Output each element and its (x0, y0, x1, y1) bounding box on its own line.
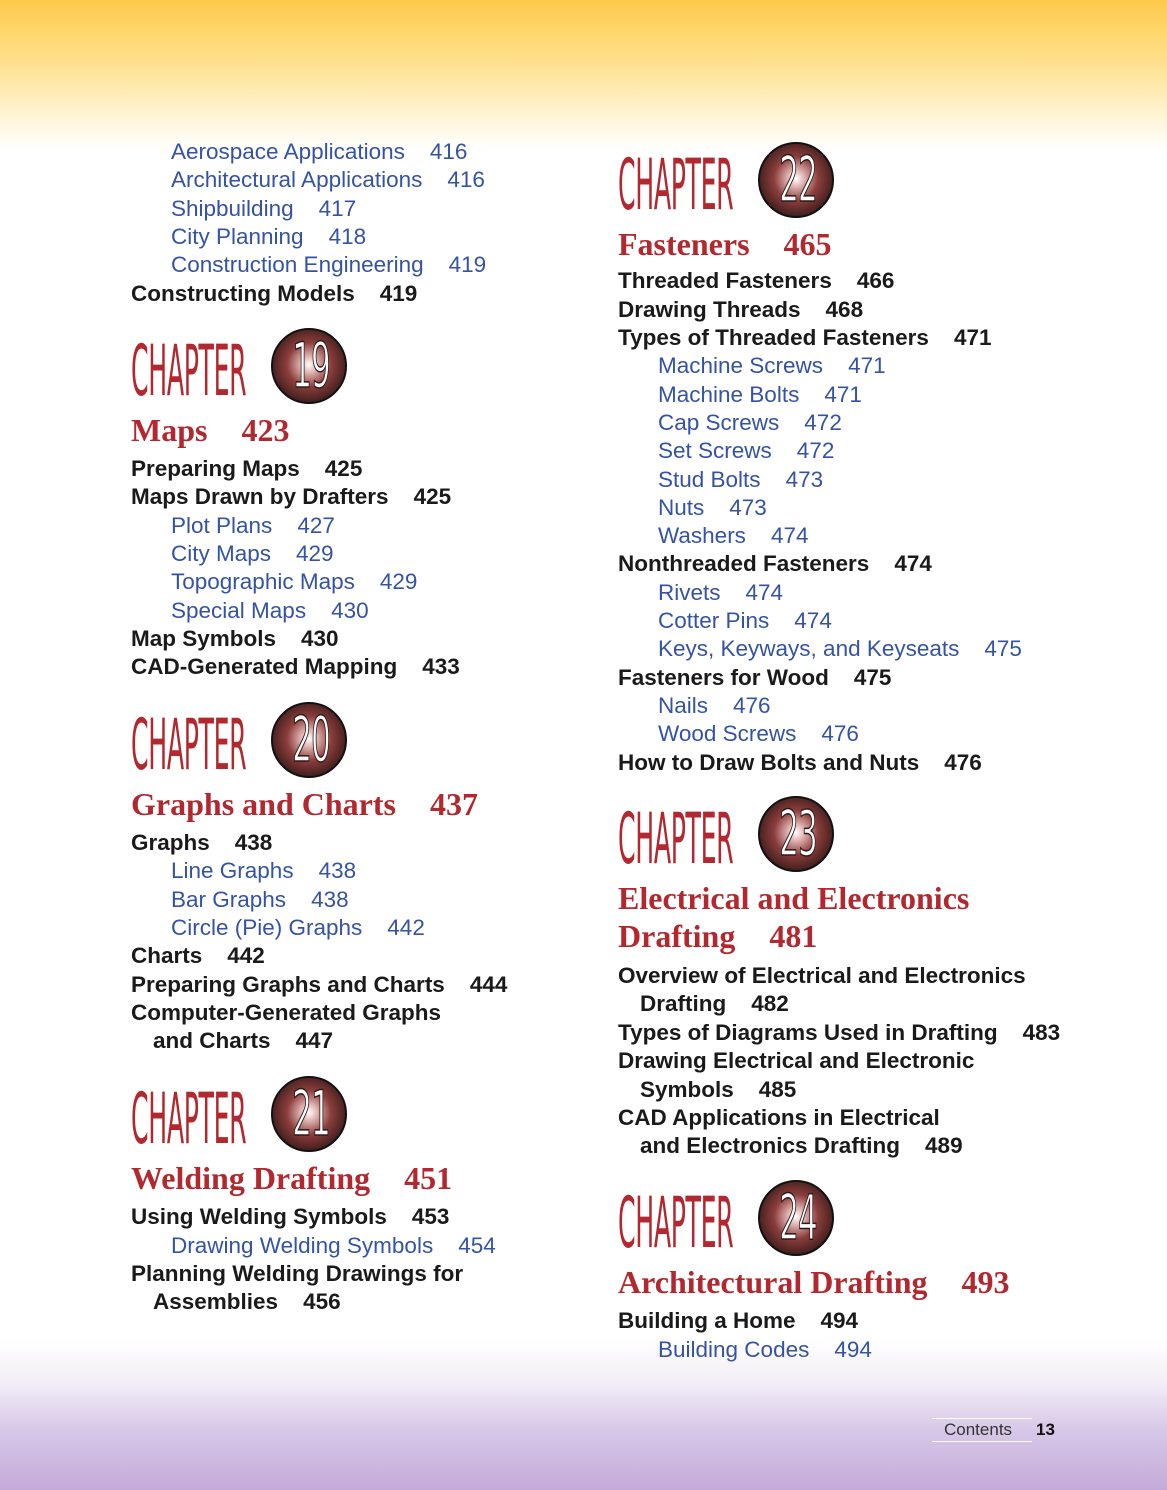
chapter-number-badge (758, 796, 834, 872)
toc-entry-page: 416 (429, 139, 468, 164)
toc-entry-page: 444 (469, 972, 508, 997)
toc-entry-page: 466 (856, 268, 895, 293)
chapter-word: CHAPTER (618, 1182, 734, 1264)
chapter-title-text: Maps (131, 412, 208, 448)
toc-entry-page: 489 (925, 1133, 963, 1158)
chapter-heading-21 (131, 1076, 371, 1160)
toc-entry-title: Machine Screws (658, 353, 824, 378)
toc-entry[interactable] (171, 886, 349, 914)
toc-entry[interactable] (131, 942, 265, 970)
toc-entry-title: Constructing Models (131, 281, 355, 306)
toc-entry-page: 442 (227, 943, 265, 968)
toc-entry-title: Computer-Generated Graphs (131, 1000, 442, 1025)
toc-entry-page: 476 (944, 750, 982, 775)
toc-entry[interactable] (618, 1019, 1060, 1047)
toc-entry-title: Planning Welding Drawings for (131, 1261, 464, 1286)
toc-entry-title: Circle (Pie) Graphs (171, 915, 363, 940)
toc-entry-page: 416 (447, 167, 485, 192)
toc-entry[interactable] (658, 381, 862, 409)
toc-entry-page: 442 (387, 915, 425, 940)
toc-entry-title: Set Screws (658, 438, 772, 463)
chapter-word: CHAPTER (131, 330, 247, 412)
toc-entry-page: 476 (733, 693, 771, 718)
chapter-page-number: 481 (769, 918, 818, 954)
toc-entry-title: Symbols (640, 1077, 734, 1102)
toc-entry-page: 438 (311, 887, 349, 912)
toc-entry-page: 476 (821, 721, 859, 746)
toc-entry-page: 472 (796, 438, 835, 463)
toc-entry-title: Construction Engineering (171, 252, 424, 277)
toc-entry-page: 447 (295, 1028, 334, 1053)
toc-entry-title: Charts (131, 943, 203, 968)
chapter-page-number: 423 (241, 412, 290, 448)
toc-entry-title: Cap Screws (658, 410, 780, 435)
toc-entry-title: Preparing Graphs and Charts (131, 972, 445, 997)
toc-entry-title: Bar Graphs (171, 887, 287, 912)
toc-entry-title: and Charts (153, 1028, 271, 1053)
toc-entry[interactable] (658, 720, 859, 748)
chapter-heading-20 (131, 702, 371, 786)
toc-entry[interactable] (131, 455, 362, 483)
toc-entry[interactable] (618, 1307, 858, 1335)
toc-entry[interactable] (658, 1336, 872, 1364)
toc-entry[interactable] (658, 607, 832, 635)
toc-entry-title: Architectural Applications (171, 167, 423, 192)
chapter-page-number: 451 (404, 1160, 453, 1196)
chapter-heading-19 (131, 328, 371, 412)
toc-entry-page: 429 (379, 569, 418, 594)
toc-entry[interactable] (171, 914, 425, 942)
toc-entry-title: Keys, Keyways, and Keyseats (658, 636, 960, 661)
toc-entry[interactable] (658, 692, 771, 720)
chapter-title-text: Welding Drafting (131, 1160, 371, 1196)
toc-entry-page: 468 (825, 297, 864, 322)
toc-entry[interactable] (153, 1288, 341, 1316)
chapter-title[interactable] (618, 225, 832, 263)
toc-entry-title: Rivets (658, 580, 721, 605)
toc-entry-title: Washers (658, 523, 746, 548)
chapter-page-number: 437 (429, 786, 478, 822)
toc-entry[interactable] (658, 466, 823, 494)
toc-entry-page: 418 (328, 224, 367, 249)
toc-entry[interactable] (171, 195, 356, 223)
toc-entry-page: 474 (745, 580, 784, 605)
toc-entry-page: 485 (758, 1077, 797, 1102)
toc-entry[interactable] (171, 857, 356, 885)
toc-entry[interactable] (618, 664, 891, 692)
toc-entry-title: Nails (658, 693, 709, 718)
chapter-title[interactable] (618, 1263, 1010, 1301)
toc-entry-page: 494 (834, 1337, 872, 1362)
toc-entry[interactable] (618, 267, 894, 295)
chapter-page-number: 465 (783, 226, 832, 262)
chapter-number: 21 (292, 1077, 330, 1150)
toc-entry-title: Drafting (640, 991, 727, 1016)
toc-entry-title: Threaded Fasteners (618, 268, 832, 293)
chapter-number: 20 (292, 703, 330, 776)
toc-entry-title: Plot Plans (171, 513, 273, 538)
toc-entry[interactable] (131, 1203, 449, 1231)
toc-entry-page: 494 (820, 1308, 859, 1333)
chapter-heading-23 (618, 796, 858, 880)
toc-entry[interactable] (618, 962, 1026, 990)
toc-entry[interactable] (171, 568, 417, 596)
chapter-number: 23 (779, 797, 817, 870)
toc-entry-page: 475 (984, 636, 1022, 661)
toc-entry[interactable] (658, 352, 886, 380)
toc-entry-title: Shipbuilding (171, 196, 294, 221)
toc-entry[interactable] (131, 653, 460, 681)
toc-entry-title: Topographic Maps (171, 569, 355, 594)
chapter-page-number: 493 (961, 1264, 1010, 1300)
toc-entry-title: Preparing Maps (131, 456, 300, 481)
toc-entry-title: Wood Screws (658, 721, 797, 746)
toc-entry[interactable] (171, 1232, 496, 1260)
chapter-word: CHAPTER (618, 144, 734, 226)
toc-entry[interactable] (658, 635, 1022, 663)
toc-entry-title: CAD-Generated Mapping (131, 654, 398, 679)
toc-entry[interactable] (618, 324, 991, 352)
toc-entry[interactable] (131, 999, 441, 1027)
toc-entry[interactable] (171, 512, 335, 540)
toc-entry-title: Aerospace Applications (171, 139, 405, 164)
toc-entry-page: 475 (853, 665, 892, 690)
chapter-number-badge (758, 1180, 834, 1256)
toc-entry[interactable] (658, 522, 808, 550)
toc-entry[interactable] (171, 138, 467, 166)
toc-entry-page: 433 (422, 654, 460, 679)
chapter-number: 24 (779, 1181, 817, 1254)
toc-entry[interactable] (171, 223, 366, 251)
toc-entry[interactable] (153, 1027, 333, 1055)
toc-entry-title: Stud Bolts (658, 467, 761, 492)
chapter-number-badge (271, 702, 347, 778)
toc-entry[interactable] (658, 579, 783, 607)
toc-entry[interactable] (658, 409, 842, 437)
chapter-word: CHAPTER (131, 704, 247, 786)
toc-entry-page: 474 (770, 523, 809, 548)
chapter-word: CHAPTER (131, 1078, 247, 1160)
toc-entry[interactable] (618, 1104, 940, 1132)
toc-entry[interactable] (131, 829, 272, 857)
toc-entry-page: 471 (953, 325, 992, 350)
page-footer (932, 1418, 1055, 1440)
footer-label: Contents (932, 1418, 1032, 1442)
toc-entry[interactable] (640, 990, 789, 1018)
toc-entry[interactable] (618, 296, 863, 324)
toc-entry-page: 430 (301, 626, 339, 651)
toc-entry[interactable] (131, 483, 451, 511)
toc-entry-title: Cotter Pins (658, 608, 770, 633)
toc-entry[interactable] (131, 1260, 463, 1288)
chapter-title[interactable] (131, 411, 289, 449)
toc-entry-page: 473 (729, 495, 767, 520)
toc-entry-title: Drawing Welding Symbols (171, 1233, 434, 1258)
chapter-word: CHAPTER (618, 798, 734, 880)
toc-entry-title: Special Maps (171, 598, 307, 623)
toc-entry[interactable] (171, 166, 485, 194)
toc-entry-title: Types of Diagrams Used in Drafting (618, 1020, 998, 1045)
toc-entry-page: 438 (318, 858, 357, 883)
toc-entry-title: and Electronics Drafting (640, 1133, 901, 1158)
toc-entry-page: 417 (318, 196, 357, 221)
toc-entry[interactable] (618, 1047, 974, 1075)
chapter-title-text: Fasteners (618, 226, 750, 262)
chapter-title-text: Architectural Drafting (618, 1264, 928, 1300)
toc-entry-title: Nuts (658, 495, 705, 520)
toc-entry-title: Line Graphs (171, 858, 294, 883)
toc-entry[interactable] (658, 437, 834, 465)
toc-entry-page: 453 (411, 1204, 450, 1229)
toc-entry[interactable] (131, 625, 339, 653)
toc-entry-title: City Maps (171, 541, 272, 566)
chapter-number-badge (758, 142, 834, 218)
toc-entry-title: Building Codes (658, 1337, 810, 1362)
toc-entry[interactable] (131, 971, 507, 999)
chapter-title-text-line2: Drafting (618, 918, 736, 954)
toc-entry-page: 425 (413, 484, 452, 509)
chapter-number-badge (271, 1076, 347, 1152)
toc-entry[interactable] (640, 1132, 963, 1160)
toc-entry-page: 471 (848, 353, 886, 378)
toc-entry-page: 425 (324, 456, 363, 481)
toc-entry-title: Fasteners for Wood (618, 665, 829, 690)
footer-page-number: 13 (1036, 1420, 1055, 1439)
toc-entry-page: 474 (794, 608, 832, 633)
toc-entry-page: 430 (331, 598, 369, 623)
chapter-title[interactable] (131, 785, 478, 823)
toc-entry-title: Machine Bolts (658, 382, 800, 407)
toc-entry-title: Building a Home (618, 1308, 796, 1333)
chapter-title[interactable] (131, 1159, 452, 1197)
toc-entry-title: Assemblies (153, 1289, 279, 1314)
toc-entry[interactable] (658, 494, 767, 522)
toc-entry-page: 419 (448, 252, 487, 277)
chapter-number: 19 (292, 329, 330, 402)
toc-entry[interactable] (171, 251, 486, 279)
toc-entry-page: 483 (1022, 1020, 1061, 1045)
toc-entry-page: 454 (458, 1233, 496, 1258)
chapter-number-badge (271, 328, 347, 404)
toc-entry-page: 482 (751, 991, 789, 1016)
toc-entry-title: CAD Applications in Electrical (618, 1105, 940, 1130)
toc-entry-title: Maps Drawn by Drafters (131, 484, 389, 509)
chapter-title[interactable] (618, 879, 969, 955)
toc-entry-title: Using Welding Symbols (131, 1204, 387, 1229)
toc-entry-title: Graphs (131, 830, 210, 855)
toc-entry-title: Nonthreaded Fasteners (618, 551, 870, 576)
toc-entry-page: 427 (297, 513, 335, 538)
toc-entry-title: How to Draw Bolts and Nuts (618, 750, 920, 775)
toc-entry[interactable] (171, 540, 334, 568)
chapter-title-text: Electrical and Electronics (618, 880, 970, 916)
toc-entry[interactable] (640, 1076, 796, 1104)
toc-entry-title: Drawing Threads (618, 297, 801, 322)
toc-entry-page: 474 (894, 551, 932, 576)
toc-entry-page: 419 (379, 281, 418, 306)
chapter-heading-22 (618, 142, 858, 226)
toc-entry[interactable] (131, 280, 417, 308)
toc-entry-title: Overview of Electrical and Electronics (618, 963, 1026, 988)
toc-entry-page: 472 (804, 410, 842, 435)
toc-entry[interactable] (618, 749, 982, 777)
toc-entry-title: City Planning (171, 224, 304, 249)
toc-entry-page: 471 (824, 382, 862, 407)
toc-entry[interactable] (171, 597, 369, 625)
toc-entry-title: Drawing Electrical and Electronic (618, 1048, 975, 1073)
toc-entry-page: 429 (296, 541, 334, 566)
chapter-number: 22 (779, 143, 817, 216)
toc-entry-page: 456 (303, 1289, 341, 1314)
toc-entry-title: Types of Threaded Fasteners (618, 325, 929, 350)
toc-entry-page: 473 (785, 467, 824, 492)
toc-entry-title: Map Symbols (131, 626, 277, 651)
chapter-heading-24 (618, 1180, 858, 1264)
toc-entry-page: 438 (234, 830, 273, 855)
toc-entry[interactable] (618, 550, 932, 578)
chapter-title-text: Graphs and Charts (131, 786, 396, 822)
